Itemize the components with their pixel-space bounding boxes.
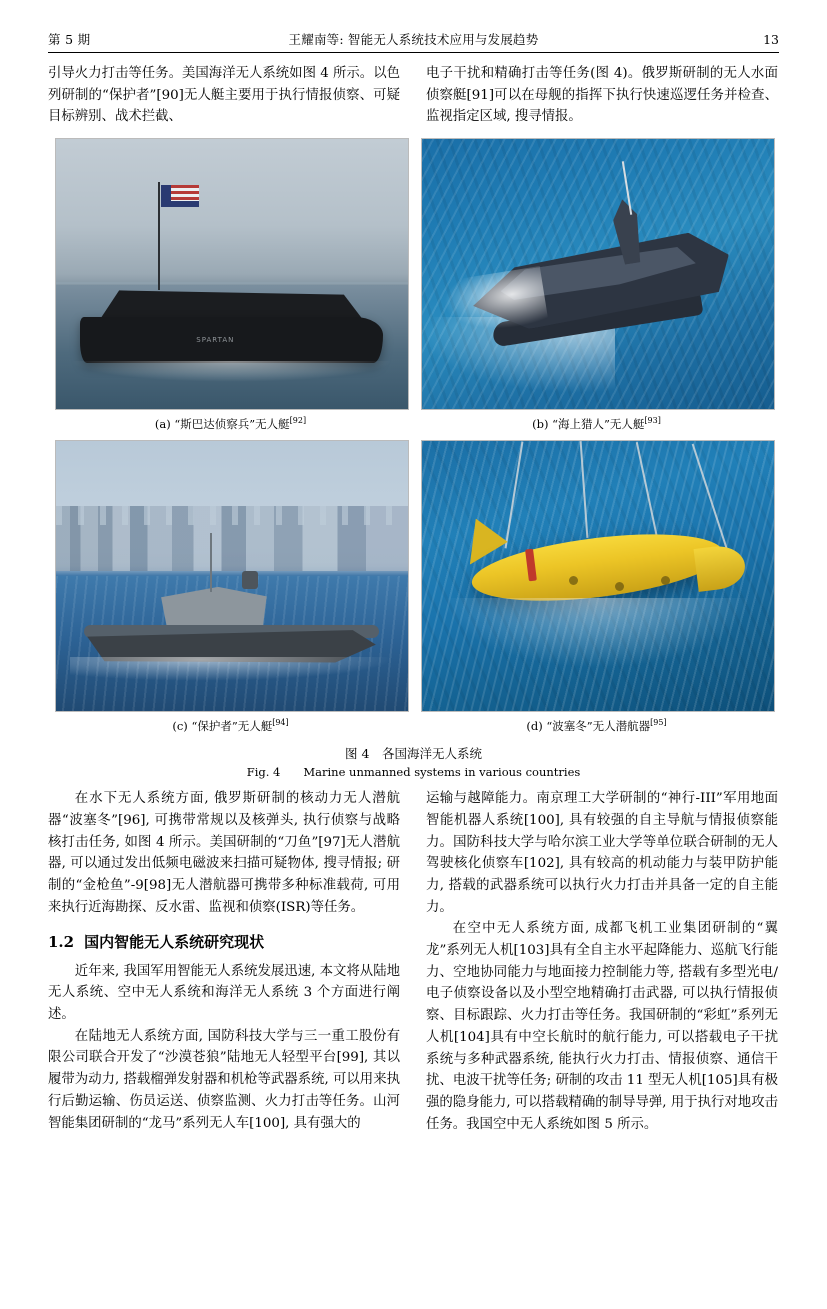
- section-number: 1.2: [48, 933, 75, 952]
- paragraph: 近年来, 我国军用智能无人系统发展迅速, 本文将从陆地无人系统、空中无人系统和海洋无人系统 3 个方面进行阐述。: [48, 963, 400, 1023]
- subcaption-ref: [92]: [289, 416, 307, 426]
- section-heading: [48, 930, 400, 954]
- body-columns: [48, 788, 779, 1135]
- section-title: 国内智能无人系统研究现状: [84, 933, 265, 952]
- top-column-left: [48, 63, 400, 128]
- subcaption-ref: [93]: [644, 416, 661, 426]
- page-number: 13: [763, 32, 779, 47]
- body-column-right: [426, 788, 778, 1135]
- subcaption-ref: [95]: [650, 718, 667, 728]
- figure-subcaption-d: [421, 718, 773, 734]
- photo-protector-usv: [55, 440, 409, 712]
- running-head-title: 王耀南等: 智能无人系统技术应用与发展趋势: [288, 32, 539, 47]
- figure-subcaption-b: [421, 416, 773, 432]
- figure-subcaption-a: [55, 416, 407, 432]
- subcaption-text: “海上猎人”无人艇: [552, 417, 645, 432]
- figure-cell-b: [421, 138, 773, 440]
- figure-row-bottom: [48, 440, 779, 742]
- photo-poseidon-auv: [421, 440, 775, 712]
- paragraph: 电子干扰和精确打击等任务(图 4)。俄罗斯研制的无人水面侦察艇[91]可以在母舰的指挥下执行快速巡逻任务并检查、监视指定区域, 搜寻情报。: [426, 66, 778, 125]
- subcaption-text: “波塞冬”无人潜航器: [546, 719, 651, 734]
- subcaption-text: “保护者”无人艇: [191, 719, 273, 734]
- top-column-right: [426, 63, 778, 128]
- subcaption-label: (a): [154, 417, 171, 432]
- paragraph: 在陆地无人系统方面, 国防科技大学与三一重工股份有限公司联合开发了“沙漠苍狼”陆地无人轻型平台[99], 其以履带为动力, 搭载榴弹发射器和机枪等武器系统, 可以用来执行后勤运输、伤员运送、侦察监测、火力打击等任务。山河智能集团研制的“龙马”系列无人车[100], 具有强大的: [48, 1028, 400, 1131]
- paragraph: 运输与越障能力。南京理工大学研制的“神行-III”军用地面智能机器人系统[100], 具有较强的自主导航与情报侦察能力。国防科技大学与哈尔滨工业大学等单位联合研制的无人驾驶核化侦察车[102], 具有较高的机动能力与装甲防护能力, 搭载的武器系统可以执行火力打击并具备一定的自主能力。: [426, 791, 778, 915]
- figure-subcaption-c: [55, 718, 407, 734]
- subcaption-ref: [94]: [272, 718, 289, 728]
- subcaption-label: (c): [172, 719, 188, 734]
- paragraph: 在空中无人系统方面, 成都飞机工业集团研制的“翼龙”系列无人机[103]具有全自主水平起降能力、巡航飞行能力、空地协同能力与地面接力控制能力等, 搭载有多型光电/电子侦察设备以及小型空地精确打击武器, 可以执行情报侦察、目标跟踪、火力打击等任务。我国研制的“彩虹”系列无人机[104]具有中空长航时的航行能力, 可以搭载电子干扰系统与多种武器系统, 能执行火力打击、情报侦察、通信干扰、电波干扰等任务; 研制的攻击 11 型无人机[105]具有极强的隐身能力, 可以搭载精确的制导导弹, 用于执行对地攻击任务。我国空中无人系统如图 5 所示。: [426, 921, 778, 1132]
- figure-4: [48, 138, 779, 780]
- paragraph: 在水下无人系统方面, 俄罗斯研制的核动力无人潜航器“波塞冬”[96], 可携带常规以及核弹头, 执行侦察与战略核打击任务, 如图 4 所示。美国研制的“刀鱼”[97]无人潜航器, 可以通过发出低频电磁波来扫描可疑物体, 搜寻情报; 研制的“金枪鱼”-9[98]无人潜航器可携带多种标准载荷, 可用来执行近海勘探、反水雷、监视和侦察(ISR)等任务。: [48, 791, 400, 915]
- subcaption-label: (d): [526, 719, 543, 734]
- subcaption-text: “斯巴达侦察兵”无人艇: [174, 417, 290, 432]
- figure-row-top: [48, 138, 779, 440]
- photo-sea-hunter-usv: [421, 138, 775, 410]
- figure-title-en: Fig. 4 Marine unmanned systems in various countries: [246, 765, 581, 780]
- figure-cell-c: [55, 440, 407, 742]
- body-column-left: [48, 788, 400, 1135]
- running-head: [48, 30, 779, 53]
- figure-title-cn: 图 4 各国海洋无人系统: [345, 746, 482, 762]
- paragraph: 引导火力打击等任务。美国海洋无人系统如图 4 所示。以色列研制的“保护者”[90]无人艇主要用于执行情报侦察、可疑目标辨别、战术拦截、: [48, 66, 400, 125]
- subcaption-label: (b): [532, 417, 549, 432]
- photo-spartan-usv: SPARTAN: [55, 138, 409, 410]
- running-head-issue: 第 5 期: [48, 32, 91, 47]
- top-columns: [48, 63, 779, 128]
- figure-cell-d: [421, 440, 773, 742]
- figure-cell-a: [55, 138, 407, 440]
